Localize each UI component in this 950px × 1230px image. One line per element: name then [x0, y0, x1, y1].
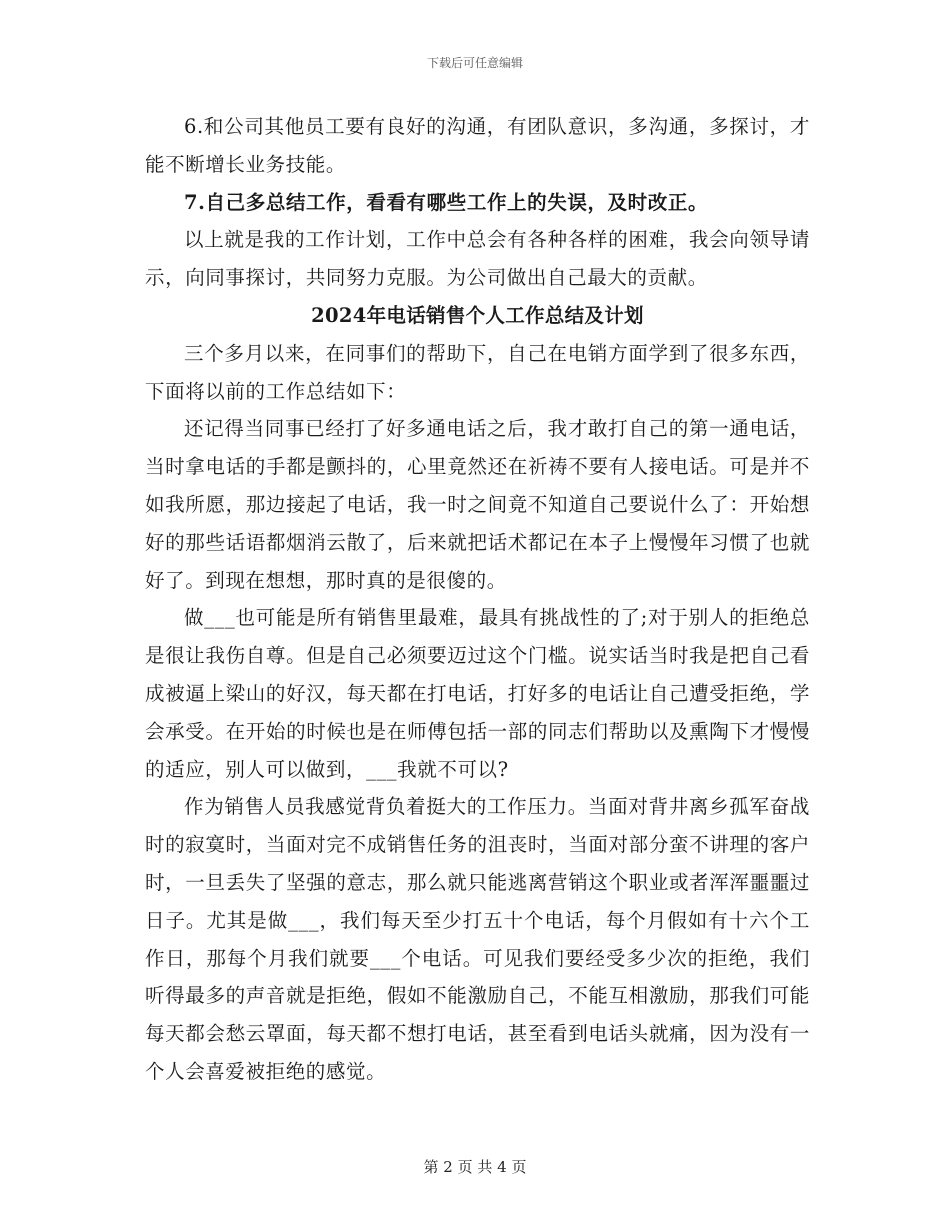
- paragraph-pressure: 作为销售人员我感觉背负着挺大的工作压力。当面对背井离乡孤军奋战时的寂寞时，当面对完不成销售任务的沮丧时，当面对部分蛮不讲理的客户时，一旦丢失了坚强的意志，那么就只能逃离营销这个职业或者浑浑噩噩过日子。尤其是做___，我们每天至少打五十个电话，每个月假如有十六个工作日，那每个月我们就要___个电话。可见我们要经受多少次的拒绝，我们听得最多的声音就是拒绝，假如不能激励自己，不能互相激励，那我们可能每天都会愁云罩面，每天都不想打电话，甚至看到电话头就痛，因为没有一个人会喜爱被拒绝的感觉。: [145, 795, 810, 1083]
- paragraph-item-6: 6.和公司其他员工要有良好的沟通，有团队意识，多沟通，多探讨，才能不断增长业务技能。: [145, 115, 810, 176]
- page-number: 第 2 页 共 4 页: [423, 1158, 527, 1176]
- paragraph-intro: 三个多月以来，在同事们的帮助下，自己在电销方面学到了很多东西，下面将以前的工作总结如下：: [145, 341, 810, 403]
- paragraph-first-call: 还记得当同事已经打了好多通电话之后，我才敢打自己的第一通电话，当时拿电话的手都是颤抖的，心里竟然还在祈祷不要有人接电话。可是并不如我所愿，那边接起了电话，我一时之间竟不知道自己要说什么了：开始想好的那些话语都烟消云散了，后来就把话术都记在本子上慢慢年习惯了也就好了。到现在想想，那时真的是很傻的。: [145, 417, 810, 592]
- section-title: 2024年电话销售个人工作总结及计划: [311, 303, 644, 327]
- document-body: [145, 108, 810, 1091]
- page-header-note: 下载后可任意编辑: [426, 56, 523, 70]
- paragraph-plan-conclusion: 以上就是我的工作计划，工作中总会有各种各样的困难，我会向领导请示，向同事探讨，共同努力克服。为公司做出自己最大的贡献。: [145, 228, 810, 290]
- paragraph-item-7: 7.自己多总结工作，看看有哪些工作上的失误，及时改正。: [184, 190, 709, 214]
- paragraph-challenge: 做___也可能是所有销售里最难，最具有挑战性的了;对于别人的拒绝总是很让我伤自尊。但是自己必须要迈过这个门槛。说实话当时我是把自己看成被逼上梁山的好汉，每天都在打电话，打好多的电话让自己遭受拒绝，学会承受。在开始的时候也是在师傅包括一部的同志们帮助以及熏陶下才慢慢的适应，别人可以做到，___我就不可以?: [145, 606, 810, 781]
